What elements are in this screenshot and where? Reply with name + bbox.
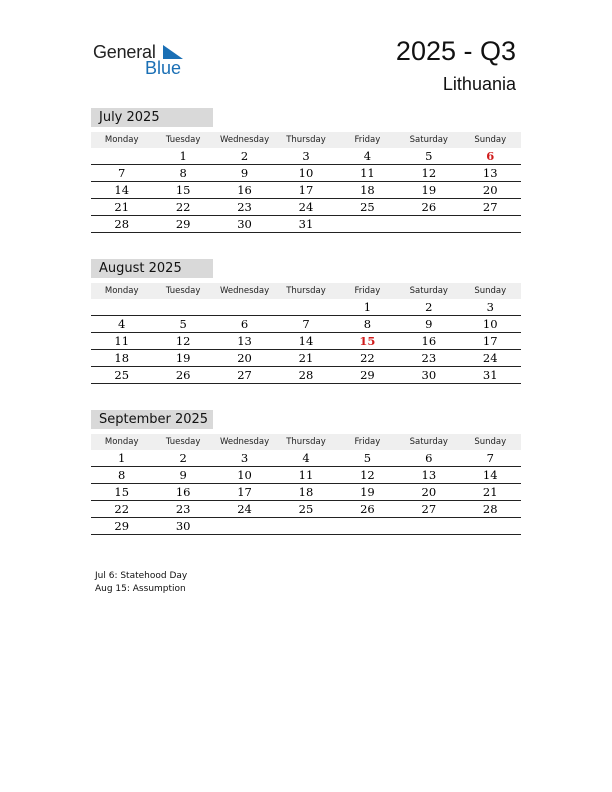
day-cell: 17 [237,485,252,499]
week-row [91,299,521,316]
day-cell: 7 [486,451,494,465]
day-cell: 3 [302,149,310,163]
day-cell: 28 [114,217,130,231]
day-cell: 2 [179,451,187,465]
month-august [91,259,521,384]
week-row [91,518,521,535]
day-cell: 2 [240,149,249,163]
day-cell [152,299,213,315]
weekday-label: Friday [354,437,381,447]
day-cell: 4 [118,317,126,331]
weekday-label: Monday [104,286,139,296]
day-cell [91,148,152,164]
weekday-label: Friday [354,286,381,296]
day-cell: 25 [298,502,314,516]
day-cell: 18 [114,351,130,365]
weekday-label: Monday [104,135,139,145]
weekday-header [91,434,521,450]
country-name: Lithuania [442,74,516,94]
month-label: July 2025 [91,108,213,127]
holiday-note: Aug 15: Assumption [95,584,186,594]
month-september [91,410,521,535]
day-cell: 19 [175,351,191,365]
day-cell: 10 [482,317,498,331]
day-cell: 2 [425,300,433,314]
day-cell: 14 [114,183,130,197]
day-cell: 29 [360,368,375,382]
weekday-label: Sunday [474,135,507,145]
day-cell: 24 [298,200,314,214]
weekday-label: Thursday [286,286,326,296]
day-cell: 15 [114,485,130,499]
day-cell: 10 [298,166,314,180]
day-cell: 13 [237,334,252,348]
weekday-label: Sunday [474,286,507,296]
day-cell: 20 [237,351,252,365]
day-cell: 1 [363,300,372,314]
day-cell: 27 [482,200,498,214]
weekday-header [91,283,521,299]
day-cell: 30 [421,368,437,382]
week-row [91,165,521,182]
day-cell [337,216,398,232]
day-cell: 1 [179,149,187,163]
day-cell: 28 [298,368,314,382]
week-row [91,182,521,199]
day-cell: 21 [482,485,498,499]
day-cell: 22 [360,351,375,365]
day-cell: 14 [298,334,314,348]
weekday-header [91,132,521,148]
day-cell: 22 [175,200,191,214]
day-cell: 25 [360,200,375,214]
day-cell: 8 [363,317,372,331]
day-cell [398,518,459,534]
day-cell: 18 [360,183,375,197]
day-cell [460,216,521,232]
weekday-label: Wednesday [219,286,270,296]
month-july [91,108,521,233]
day-cell: 19 [360,485,375,499]
week-row [91,148,521,165]
day-cell: 20 [482,183,498,197]
day-cell: 9 [425,317,433,331]
weekday-label: Saturday [409,135,448,145]
day-cell [398,216,459,232]
week-row [91,350,521,367]
day-cell: 16 [175,485,191,499]
day-cell: 9 [179,468,187,482]
day-cell: 18 [298,485,314,499]
week-row [91,367,521,384]
day-cell: 31 [298,217,314,231]
day-cell: 8 [118,468,126,482]
day-cell [214,518,275,534]
page-title: 2025 - Q3 [395,36,516,66]
weekday-label: Wednesday [219,135,270,145]
day-cell [337,518,398,534]
day-cell: 5 [425,149,433,163]
weekday-label: Wednesday [219,437,270,447]
logo [93,42,193,78]
day-cell: 29 [175,217,191,231]
weekday-label: Sunday [474,437,507,447]
weekday-label: Thursday [286,135,326,145]
day-cell: 30 [237,217,252,231]
day-cell: 12 [421,166,437,180]
day-cell: 23 [237,200,252,214]
holiday-day-cell: 15 [359,334,376,348]
day-cell: 7 [118,166,126,180]
day-cell: 12 [175,334,191,348]
day-cell: 27 [237,368,252,382]
month-label: August 2025 [91,259,213,278]
week-row [91,316,521,333]
day-cell: 26 [175,368,191,382]
day-cell: 20 [421,485,437,499]
day-cell: 3 [240,451,249,465]
weekday-label: Friday [354,135,381,145]
day-cell: 26 [360,502,375,516]
day-cell: 16 [237,183,252,197]
day-cell: 1 [118,451,126,465]
day-cell: 13 [482,166,498,180]
weekday-label: Tuesday [165,135,201,145]
day-cell: 14 [482,468,498,482]
day-cell: 25 [114,368,130,382]
day-cell: 21 [114,200,130,214]
day-cell: 16 [421,334,437,348]
logo-triangle-icon [163,45,183,59]
day-cell: 6 [240,317,249,331]
day-cell: 23 [175,502,191,516]
week-row [91,450,521,467]
holiday-notes [95,570,187,596]
day-cell: 3 [486,300,494,314]
day-cell [460,518,521,534]
day-cell [91,299,152,315]
day-cell: 23 [421,351,437,365]
day-cell: 4 [363,149,372,163]
day-cell: 7 [302,317,310,331]
day-cell: 26 [421,200,437,214]
weekday-label: Saturday [409,286,448,296]
week-row [91,501,521,518]
day-cell: 4 [302,451,310,465]
day-cell: 8 [179,166,187,180]
day-cell: 5 [179,317,187,331]
weekday-label: Tuesday [165,437,201,447]
day-cell: 17 [298,183,314,197]
week-row [91,216,521,233]
month-label: September 2025 [91,410,213,429]
holiday-note: Jul 6: Statehood Day [95,571,188,581]
holiday-day-cell: 6 [486,149,495,163]
weekday-label: Tuesday [165,286,201,296]
day-cell: 21 [298,351,314,365]
week-row [91,484,521,501]
day-cell: 19 [421,183,437,197]
day-cell: 13 [421,468,437,482]
day-cell: 11 [298,468,314,482]
day-cell: 28 [482,502,498,516]
day-cell: 24 [482,351,498,365]
day-cell: 29 [114,519,130,533]
day-cell: 12 [360,468,375,482]
day-cell [275,518,336,534]
day-cell [275,299,336,315]
day-cell: 27 [421,502,437,516]
logo-general-text: General [93,42,156,62]
day-cell: 22 [114,502,130,516]
day-cell: 10 [237,468,252,482]
weekday-label: Monday [104,437,139,447]
week-row [91,199,521,216]
weekday-label: Saturday [409,437,448,447]
day-cell: 17 [482,334,498,348]
day-cell: 9 [240,166,249,180]
weekday-label: Thursday [286,437,326,447]
day-cell: 11 [114,334,130,348]
week-row [91,467,521,484]
day-cell: 6 [425,451,433,465]
day-cell: 11 [360,166,375,180]
day-cell: 15 [175,183,191,197]
day-cell [214,299,275,315]
day-cell: 5 [363,451,372,465]
logo-blue-text: Blue [145,58,182,78]
day-cell: 24 [237,502,252,516]
day-cell: 30 [175,519,191,533]
week-row [91,333,521,350]
day-cell: 31 [482,368,498,382]
